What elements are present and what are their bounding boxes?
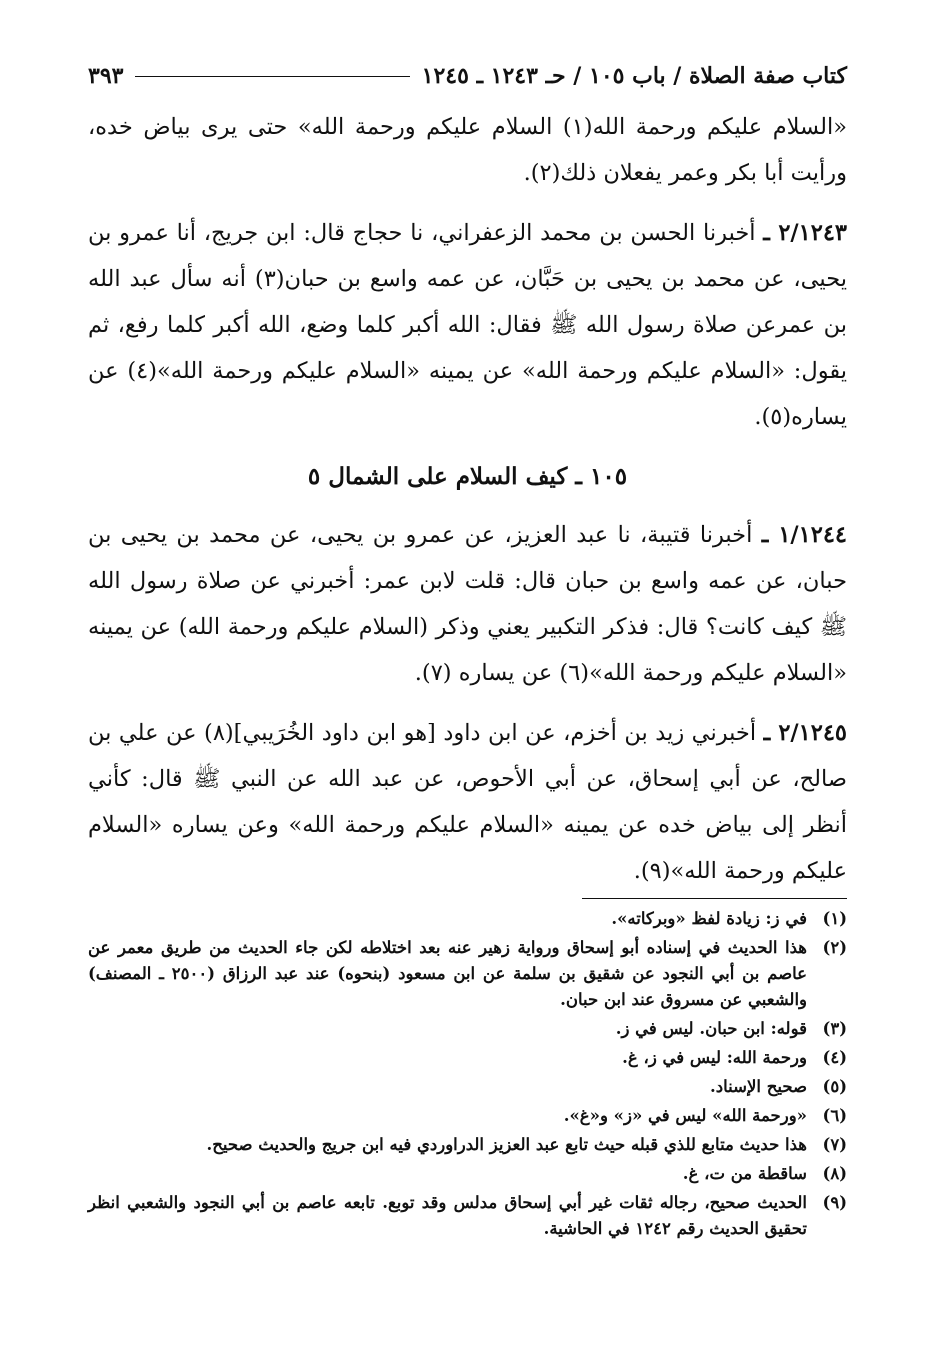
footnote-text: قوله: ابن حبان. ليس في ز. — [615, 1019, 807, 1038]
section-heading: ١٠٥ ـ كيف السلام على الشمال ٥ — [307, 463, 628, 490]
footnote — [88, 1045, 847, 1071]
hadith-text: أخبرني زيد بن أخزم، عن ابن داود [هو ابن داود الخُرَيبي](٨) عن علي بن صالح، عن أبي إسحاق، عن أبي الأحوص، عن عبد الله عن النبي ﷺ قال: كأني أنظر إلى بياض خده عن يمينه «السلام عليكم ورحمة الله» وعن يساره «السلام عليكم ورحمة الله»(٩). — [88, 720, 847, 884]
header-title: كتاب صفة الصلاة / باب ١٠٥ / حـ ١٢٤٣ ـ ١٢٤٥ — [421, 63, 847, 89]
header-rule — [135, 76, 409, 77]
hadith-paragraph — [88, 210, 847, 440]
footnote-mark: (٧) — [822, 1135, 847, 1154]
footnote-mark: (٢) — [822, 938, 847, 957]
footnote-text: صحيح الإسناد. — [710, 1077, 807, 1096]
footnote — [88, 906, 847, 932]
footnote-text: هذا حديث متابع للذي قبله حيث تابع عبد العزيز الدراوردي فيه ابن جريج والحديث صحيح. — [206, 1135, 807, 1154]
hadith-paragraph — [88, 710, 847, 894]
footnote-mark: (٣) — [822, 1019, 847, 1038]
footnote-mark: (٤) — [822, 1048, 847, 1067]
footnote — [88, 1074, 847, 1100]
footnote-mark: (٩) — [822, 1193, 847, 1212]
footnote — [88, 1016, 847, 1042]
hadith-number: ٢/١٢٤٥ ـ — [763, 720, 847, 746]
hadith-text: أخبرنا قتيبة، نا عبد العزيز، عن عمرو بن يحيى، عن محمد بن يحيى بن حبان، عن عمه واسع بن حبان قال: قلت لابن عمر: أخبرني عن صلاة رسول الله ﷺ كيف كانت؟ قال: فذكر التكبير يعني وذكر (السلام عليكم ورحمة الله) عن يمينه «السلام عليكم ورحمة الله»(٦) عن يساره (٧). — [88, 522, 847, 686]
footnote-text: ورحمة الله: ليس في ز، غ. — [622, 1048, 807, 1067]
hadith-number: ٢/١٢٤٣ ـ — [763, 220, 847, 246]
footnotes — [88, 906, 847, 1245]
hadith-text: أخبرنا الحسن بن محمد الزعفراني، نا حجاج قال: ابن جريج، أنا عمرو بن يحيى، عن محمد بن يحيى بن حَبَّان، عن عمه واسع بن حبان(٣) أنه سأل عبد الله بن عمرعن صلاة رسول الله ﷺ فقال: الله أكبر كلما وضع، الله أكبر كلما رفع، ثم يقول: «السلام عليكم ورحمة الله» عن يمينه «السلام عليكم ورحمة الله»(٤) عن يساره(٥). — [88, 220, 847, 430]
paragraph — [88, 104, 847, 196]
footnote-text: الحديث صحيح، رجاله ثقات غير أبي إسحاق مدلس وقد توبع. تابعه عاصم بن أبي النجود والشعبي انظر تحقيق الحديث رقم ١٢٤٢ في الحاشية. — [88, 1193, 807, 1238]
paragraph-text: «السلام عليكم ورحمة الله(١) السلام عليكم ورحمة الله» حتى يرى بياض خده، ورأيت أبا بكر وعمر يفعلان ذلك(٢). — [88, 114, 847, 186]
hadith-paragraph — [88, 512, 847, 696]
footnote — [88, 1161, 847, 1187]
footnote-mark: (٥) — [822, 1077, 847, 1096]
footnote — [88, 935, 847, 1013]
footnote-text: ساقطة من ت، غ. — [682, 1164, 807, 1183]
main-text — [88, 104, 847, 908]
footnote-separator — [582, 898, 847, 899]
footnote — [88, 1132, 847, 1158]
footnote-mark: (٨) — [822, 1164, 847, 1183]
footnote — [88, 1103, 847, 1129]
footnote — [88, 1190, 847, 1242]
footnote-mark: (٦) — [822, 1106, 847, 1125]
footnote-mark: (١) — [822, 909, 847, 928]
footnote-text: هذا الحديث في إسناده أبو إسحاق ورواية زهير عنه بعد اختلاطه لكن جاء الحديث من طريق معمر عن عاصم بن أبي النجود عن شقيق بن سلمة عن ابن مسعود (بنحوه) عند عبد الرزاق (٢٥٠٠ ـ المصنف) والشعبي عن مسروق عند ابن حبان. — [88, 938, 807, 1009]
running-header — [88, 56, 847, 96]
footnote-text: «ورحمة الله» ليس في «ز» و«غ». — [563, 1106, 807, 1125]
footnote-text: في ز: زيادة لفظ «وبركاته». — [611, 909, 807, 928]
page-number: ٣٩٣ — [88, 63, 124, 89]
hadith-number: ١/١٢٤٤ ـ — [761, 522, 847, 548]
